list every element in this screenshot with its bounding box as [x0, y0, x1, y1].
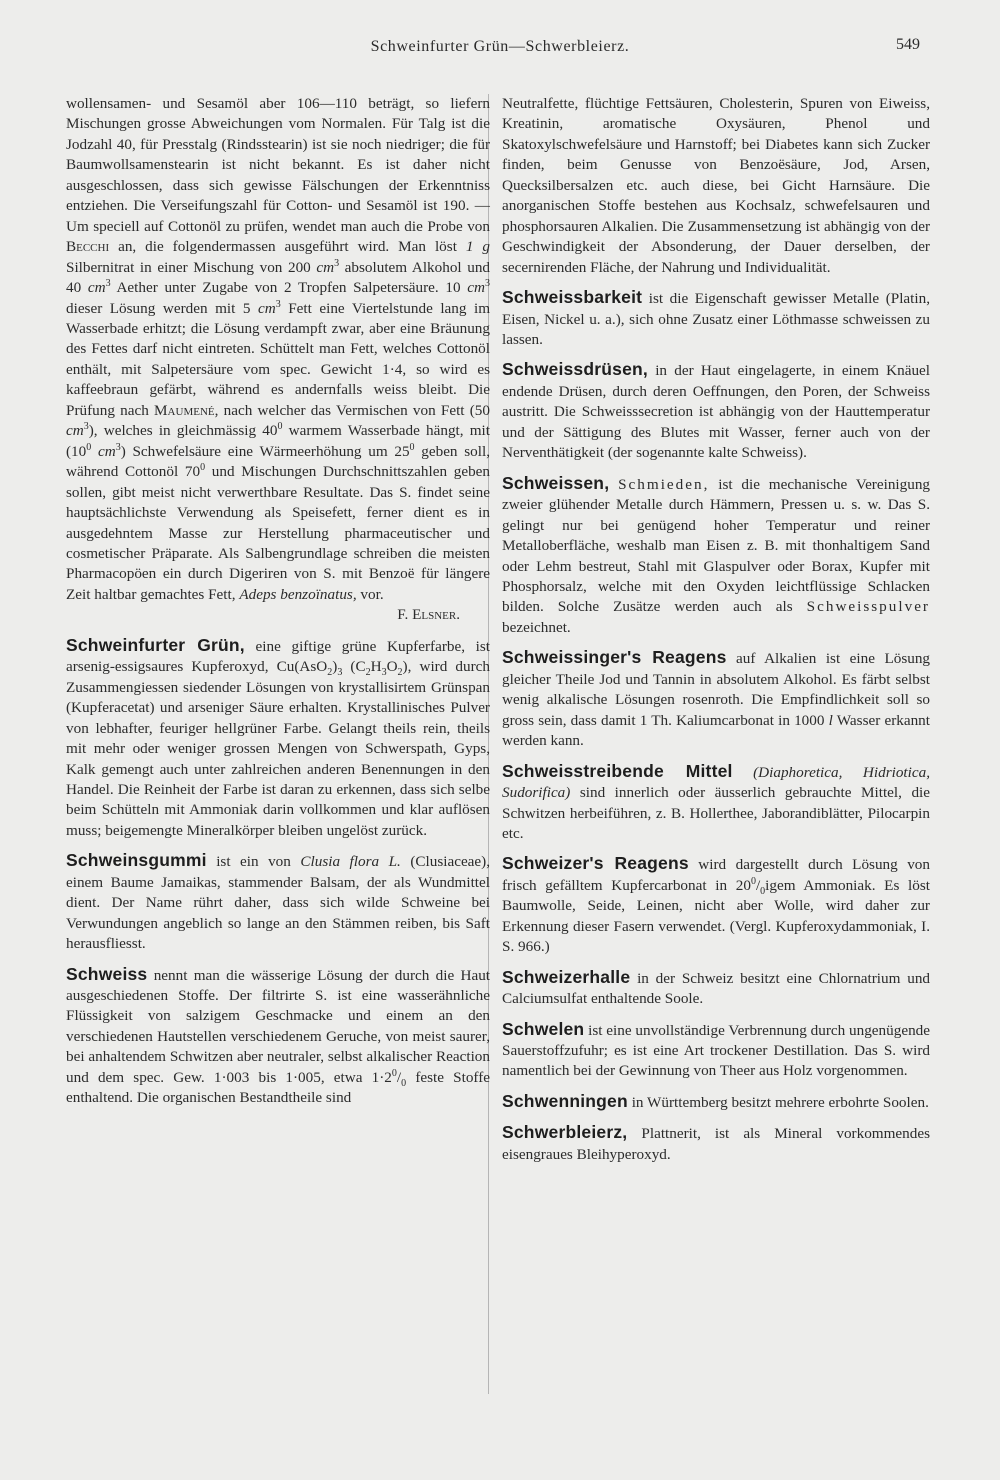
unit: 1 g	[465, 238, 491, 256]
entry-text	[502, 1019, 930, 1082]
entry-headword: Schweinsgummi	[66, 850, 207, 871]
entry-schweinfurter-gruen	[66, 635, 490, 842]
text-run: (C	[350, 658, 366, 676]
unit: cm	[257, 299, 276, 317]
entry-text: Neutralfette, flüchtige Fettsäuren, Cholesterin, Spuren von Eiweiss, Kreatinin, aromatische Oxysäuren, Phenol und Skatoxylschwefelsäure und Harnstoff; bei Diabetes kann sich Zucker finden, beim Genusse von Benzoësäure, Jod, Arsen, Quecksilbersalzen etc. auch diese, bei Gicht Harnsäure. Die anorganischen Stoffe bestehen aus Kochsalz, schwefelsauren und phosphorsauren Alkalien. Die Zusammensetzung ist abhängig von der Geschwindigkeit der Absonderung, der Dauer derselben, der secernirenden Fläche, der Nahrung und Individualität.	[502, 95, 930, 276]
text-run: , nach welcher das Vermischen von Fett (50	[214, 401, 490, 419]
text-run: (Clusiaceae), einem Baume Jamaikas, stammender Balsam, der als Wundmittel dient. Der Name rührt daher, dass sich wilde Schweine bei Verwundungen angeblich so lange an den Stämmen reiben, bis Saft herausfliesst.	[66, 853, 491, 953]
text-run: in der Schweiz besitzt eine Chlornatrium und Calciumsulfat enthaltende Soole.	[502, 969, 931, 1008]
entry-headword: Schwerbleierz,	[502, 1122, 628, 1143]
entry-text	[502, 1091, 930, 1113]
entry-schweizers-reagens	[502, 853, 930, 957]
text-run: ist die mechanische Vereinigung zweier glühender Metalle durch Hämmern, Pressen u. s. w. Das S. gelingt nur bei genügend hoher Temperatur und reiner Metalloberfläche, weshalb man Eisen z. B. mit thonhaltigem Sand oder Lehm bestreut, Stahl mit Glaspulver oder Borax, Kupfer mit Phosphorsalz, welche mit den Oxyden leichtflüssige Schlacken bilden. Solche Zusätze werden auch als	[502, 475, 931, 616]
text-run: in der Haut eingelagerte, in einem Knäuel endende Drüsen, durch deren Oeffnungen, den Poren, der Schweiss austritt. Die Schweisssecretion ist abhängig von der Hauttemperatur und der Sättigung des Blutes mit Wasser, ferner auch von der Nerventhätigkeit (der sogenannte kalte Schweiss).	[502, 362, 930, 462]
text-run: auf Alkalien ist eine Lösung gleicher Theile Jod und Tannin in absolutem Alkohol. Es färbt selbst wenig alkalische Lösungen rosenroth. Die Empfindlichkeit soll so gross sein, dass damit 1 Th. Kaliumcarbonat in 1000	[502, 650, 931, 729]
text-run: O	[386, 658, 398, 676]
entry-headword: Schweinfurter Grün,	[66, 634, 245, 655]
unit: cm	[97, 442, 116, 460]
entry-headword: Schweissdrüsen,	[502, 359, 648, 380]
entry-schweiss	[66, 964, 490, 1109]
text-run: feste Stoffe enthaltend. Die organischen Bestandtheile sind	[66, 1068, 491, 1107]
text-run: ), welches in gleichmässig 40	[88, 422, 278, 440]
entry-text	[502, 761, 930, 845]
entry-schweissen	[502, 473, 930, 639]
entry-headword: Schweisstreibende Mittel	[502, 760, 733, 781]
entry-schwerbleierz	[502, 1122, 930, 1165]
entry-headword: Schweiss	[66, 963, 148, 984]
entry-text	[502, 647, 930, 751]
page-header	[0, 36, 1000, 66]
entry-headword: Schweissinger's Reagens	[502, 647, 727, 668]
left-column	[66, 94, 490, 1109]
text-run: und Mischungen Durchschnittszahlen geben sollen, gibt meist nicht verwerthbare Resultate. Das S. findet seine hauptsächlichste Verwendung als Speisefett, ferner dient es in ausgedehntem Masse zur Herstellung pharmaceutischer und cosmetischer Präparate. Als Salbengrundlage schreiben die meisten Pharmacopöen ein durch Digeriren von S. mit Benzoë für längere Zeit haltbar gemachtes Fett,	[66, 463, 491, 603]
text-run: Plattnerit, ist als Mineral vorkommendes eisengraues Bleihyperoxyd.	[502, 1125, 930, 1163]
text-run: )	[332, 658, 338, 676]
entry-text	[502, 473, 930, 639]
text-run: absolutem Alkohol und 40	[66, 258, 491, 297]
entry-text	[66, 850, 490, 954]
unit: cm	[467, 279, 485, 297]
entry-schweisstreibende-mittel	[502, 761, 930, 845]
text-run: igem Ammoniak. Es löst Baumwolle, Seide, Leinen, nicht aber Wolle, wird daher zur Erkennung dieser Fasern verwendet. (Vergl. Kupferoxydammoniak, I. S. 966.)	[502, 876, 930, 956]
entry-headword: Schwelen	[502, 1018, 585, 1039]
latin-term: (Diaphoretica, Hidriotica, Sudorifica)	[502, 763, 930, 802]
entry-schweizerhalle	[502, 967, 930, 1010]
entry-schwenningen	[502, 1091, 930, 1113]
text-run: eine giftige grüne Kupferfarbe, ist arsenig-essigsaures Kupferoxyd, Cu(AsO	[66, 637, 491, 676]
entry-headword: Schweissen,	[502, 472, 610, 493]
text-run: ist die Eigenschaft gewisser Metalle (Platin, Eisen, Nickel u. a.), sich ohne Zusatz einer Löthmasse schweissen zu lassen.	[502, 290, 930, 348]
latin-term: Clusia flora L.	[300, 853, 401, 871]
entry-headword: Schweissbarkeit	[502, 287, 643, 308]
entry-text	[502, 1122, 930, 1165]
text-run: sind innerlich oder äusserlich gebrauchte Mittel, die Schwitzen herbeiführen, z. B. Hollerthee, Jaborandiblätter, Pilocarpin etc.	[502, 784, 931, 842]
text-run: wird dargestellt durch Lösung von frisch gefälltem Kupfercarbonat in 20	[502, 856, 930, 894]
right-column	[502, 94, 930, 1165]
entry-text	[502, 287, 930, 350]
text-run: ist ein von	[216, 853, 291, 871]
author-name: Maumené	[154, 401, 215, 419]
entry-text: Schweinfurter Grün, eine giftige grüne Kupferfarbe, ist arsenig-essigsaures Kupferoxyd, $Cu(AsO_2)_3$ $(C_2H_3O_2)$, wird durch Zusammengiessen siedender Lösungen von krystallisirtem Grünspan (Kupferacetat) und arseniger Säure erhalten. Krystallinisches Pulver von lebhafter, feuriger hellgrüner Farbe. Gelangt theils rein, theils mit mehr oder weniger grossen Mengen von Schwerspath, Gyps, Kalk gemengt auch unter zahlreichen anderen Benennungen in den Handel. Die Reinheit der Farbe ist daran zu erkennen, dass sich selbe beim Schütteln mit Ammoniak darin vollkommen und klar auflösen muss; beigemengte Mineralkörper bleiben ungelöst zurück.	[66, 634, 491, 839]
page-number: 549	[896, 36, 920, 53]
text-run: geben soll, während Cottonöl 70	[66, 442, 490, 481]
spaced-term: Schweisspulver	[806, 598, 930, 616]
text-run: bezeichnet.	[502, 618, 571, 636]
unit: cm	[316, 258, 335, 276]
author-name: Becchi	[66, 238, 110, 256]
text-run: Fett eine Viertelstunde lang im Wasserbade erhitzt; die Lösung verdampft zwar, aber eine Bräunung des Fettes darf nicht eintreten. Schüttelt man Fett, welches Cottonöl enthält, mit Salpetersäure vom spec. Gewicht 1·4, so wird es kaffeebraun gefärbt, während es andernfalls weiss bleibt. Die Prüfung nach	[66, 299, 491, 419]
entry-text	[502, 359, 930, 463]
text-run: ), wird durch Zusammengiessen siedender Lösungen von krystallisirtem Grünspan (Kupferacetat) und arseniger Säure erhalten. Krystallinisches Pulver von lebhafter, feuriger hellgrüner Farbe. Gelangt theils rein, theils mit mehr oder weniger grossen Mengen von Schwerspath, Gyps, Kalk gemengt auch unter zahlreichen anderen Benennungen in den Handel. Die Reinheit der Farbe ist daran zu erkennen, dass sich selbe beim Schütteln mit Ammoniak darin vollkommen und klar auflösen muss; beigemengte Mineralkörper bleiben ungelöst zurück.	[66, 658, 490, 839]
text-run: Silbernitrat in einer Mischung von 200	[66, 258, 311, 276]
text-run: ) Schwefelsäure eine Wärmeerhöhung um 25	[120, 442, 410, 460]
unit: cm	[66, 422, 84, 440]
entry-schwelen	[502, 1019, 930, 1082]
entry-schweissdruesen	[502, 359, 930, 463]
text-run: ist eine unvollständige Verbrennung durch ungenügende Sauerstoffzufuhr; es ist eine Art trockener Destillation. Das S. wird namentlich bei der Gewinnung von Theer aus Holz vorgenommen.	[502, 1021, 930, 1080]
unit: cm	[87, 279, 106, 297]
article-author: F. Elsner.	[397, 606, 460, 624]
text-run: nennt man die wässerige Lösung der durch die Haut ausgeschiedenen Stoffe. Der filtrirte S. ist eine wasserähnliche Flüssigkeit von salzigem Geschmacke und einem an den verschiedenen Hautstellen verschiedenem Geruche, von meist saurer, bei anhaltendem Schwitzen aber neutraler, selbst alkalischer Reaction und dem spec. Gew. 1·003 bis 1·005, etwa 1·2	[66, 966, 491, 1086]
text-run: dieser Lösung werden mit 5	[66, 299, 251, 317]
unit: l	[828, 711, 833, 729]
latin-term: Adeps benzoïnatus,	[239, 585, 357, 603]
entry-schweissbarkeit	[502, 287, 930, 350]
entry-continuation	[66, 94, 490, 626]
text-run: H	[370, 658, 382, 676]
entry-text: Schweiss nennt man die wässerige Lösung der durch die Haut ausgeschiedenen Stoffe. Der filtrirte S. ist eine wasserähnliche Flüssigkeit von salzigem Geschmacke und einem an den verschiedenen Hautstellen verschiedenem Geruche, von meist saurer, bei anhaltendem Schwitzen aber neutraler, selbst alkalischer Reaction und dem spec. Gew. 1·003 bis 1·005, etwa $1\cdot 2^0/_0$ feste Stoffe enthaltend. Die organischen Bestandtheile sind	[66, 963, 491, 1107]
spaced-term: Schmieden,	[618, 475, 710, 493]
entry-schweinsgummi	[66, 850, 490, 954]
running-head: Schweinfurter Grün—Schwerbleierz.	[370, 38, 630, 55]
entry-continuation-schweiss	[502, 94, 930, 278]
text-run: in Württemberg besitzt mehrere erbohrte Soolen.	[631, 1093, 929, 1111]
entry-text: Schweizer's Reagens wird dargestellt durch Lösung von frisch gefälltem Kupfercarbonat in $20^0/_0igem$ Ammoniak. Es löst Baumwolle, Seide, Leinen, nicht aber Wolle, wird daher zur Erkennung dieser Fasern verwendet. (Vergl. Kupferoxydammoniak, I. S. 966.)	[502, 853, 930, 956]
entry-text: wollensamen- und Sesamöl aber 106—110 beträgt, so liefern Mischungen grosse Abweichungen vom Normalen. Für Talg ist die Jodzahl 40, für Presstalg (Rindsstearin) ist sie noch niedriger; die für Baumwollsamenstearin ist nicht bekannt. Es ist daher nicht ausgeschlossen, dass sich gewisse Fälschungen der Erkenntniss entziehen. Die Verseifungszahl für Cotton- und Sesamöl ist 190. — Um speciell auf Cottonöl zu prüfen, wendet man auch die Probe von Becchi an, die folgendermassen ausgeführt wird. Man löst 1 g Silbernitrat in einer Mischung von 200 $cm^3$ absolutem Alkohol und 40 $cm^3$ Aether unter Zugabe von 2 Tropfen Salpetersäure. 10 $cm^3$ dieser Lösung werden mit 5 $cm^3$ Fett eine Viertelstunde lang im Wasserbade erhitzt; die Lösung verdampft zwar, aber eine Bräunung des Fettes darf nicht eintreten. Schüttelt man Fett, welches Cottonöl enthält, mit Salpetersäure vom spec. Gewicht 1·4, so wird es kaffeebraun gefärbt, während es andernfalls weiss bleibt. Die Prüfung nach Maumené, nach welcher das Vermischen von Fett (50 $cm^3$), welches in gleichmässig $40^0$ warmem Wasserbade hängt, mit ($10^0$ $cm^3$) Schwefelsäure eine Wärmeerhöhung um $25^0$ geben soll, während Cottonöl $70^0$ und Mischungen Durchschnittszahlen geben sollen, gibt meist nicht verwerthbare Resultate. Das S. findet seine hauptsächlichste Verwendung als Speisefett, ferner dient es in ausgedehntem Masse zur Herstellung pharmaceutischer und cosmetischer Präparate. Als Salbengrundlage schreiben die meisten Pharmacopöen ein durch Digeriren von S. mit Benzoë für längere Zeit haltbar gemachtes Fett, Adeps benzoïnatus, vor.	[66, 95, 491, 603]
entry-text	[502, 967, 930, 1010]
entry-headword: Schweizer's Reagens	[502, 853, 689, 874]
entry-headword: Schwenningen	[502, 1090, 628, 1111]
entry-headword: Schweizerhalle	[502, 966, 631, 987]
text-run: an, die folgendermassen ausgeführt wird. Man löst	[118, 238, 457, 256]
text-run: Wasser erkannt werden kann.	[502, 711, 930, 750]
text-run: Aether unter Zugabe von 2 Tropfen Salpetersäure. 10	[116, 279, 461, 297]
text-run: wollensamen- und Sesamöl aber 106—110 beträgt, so liefern Mischungen grosse Abweichungen vom Normalen. Für Talg ist die Jodzahl 40, für Presstalg (Rindsstearin) ist sie noch niedriger; die für Baumwollsamenstearin ist nicht bekannt. Es ist daher nicht ausgeschlossen, dass sich gewisse Fälschungen der Erkenntniss entziehen. Die Verseifungszahl für Cotton- und Sesamöl ist 190. — Um speciell auf Cottonöl zu prüfen, wendet man auch die Probe von	[66, 95, 490, 235]
text-run: warmem Wasserbade hängt, mit (10	[66, 422, 490, 460]
entry-schweissingers-reagens	[502, 647, 930, 751]
text-run: vor.	[360, 585, 384, 603]
